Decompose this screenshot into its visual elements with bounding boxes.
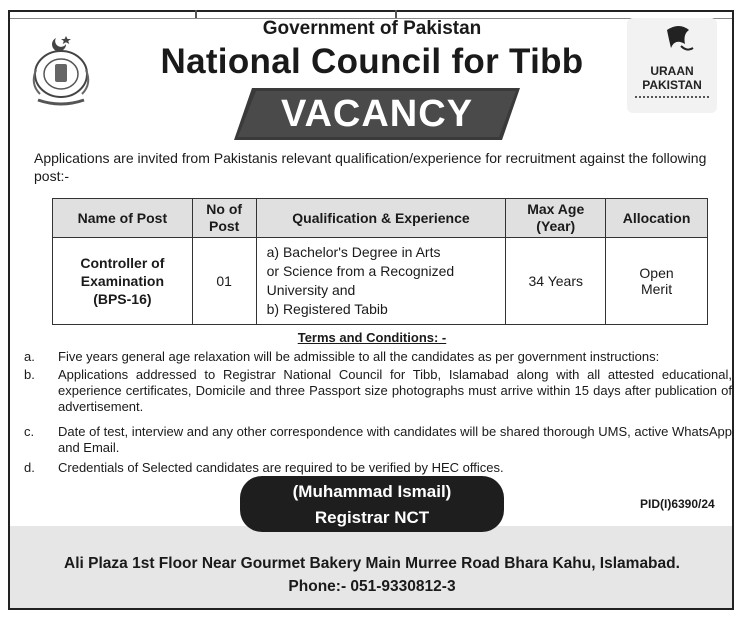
- max-age-cell: 34 Years: [506, 238, 606, 325]
- intro-paragraph: Applications are invited from Pakistanis relevant qualification/experience for recruitment against the following post:-: [34, 150, 707, 184]
- post-count-cell: 01: [192, 238, 256, 325]
- uraan-line-1: URAAN: [650, 64, 694, 78]
- vacancy-title: VACANCY: [280, 93, 474, 135]
- header-age: Max Age (Year): [506, 199, 606, 238]
- condition-item: b. Applications addressed to Registrar National Council for Tibb, Islamabad along with all attested educational, experience certificates, Domicile and three Passport size photographs must arrive within 15 days after publication of advertisement.: [24, 367, 732, 414]
- condition-item: c. Date of test, interview and any other correspondence with candidates will be shared thorough UMS, active WhatsApp and Email.: [24, 424, 732, 455]
- council-title: National Council for Tibb: [160, 42, 584, 81]
- header-allocation: Allocation: [606, 199, 708, 238]
- header-qualification: Qualification & Experience: [256, 199, 506, 238]
- qualification-cell: a) Bachelor's Degree in Arts or Science from a Recognized University and b) Registered Tabib: [256, 238, 506, 325]
- table-row: [53, 238, 708, 325]
- table-header-row: [53, 199, 708, 238]
- pid-number: PID(I)6390/24: [640, 497, 715, 511]
- post-name-cell: Controller of Examination (BPS-16): [53, 238, 193, 325]
- signatory-name: (Muhammad Ismail): [292, 482, 452, 501]
- header-post: Name of Post: [53, 199, 193, 238]
- condition-item: d. Credentials of Selected candidates are required to be verified by HEC offices.: [24, 460, 504, 475]
- phone-line: Phone:- 051-9330812-3: [288, 578, 456, 595]
- signatory-box: [240, 476, 504, 532]
- posts-table: [52, 198, 708, 325]
- condition-item: a. Five years general age relaxation will be admissible to all the candidates as per government instructions:: [24, 349, 660, 364]
- terms-heading: Terms and Conditions: -: [297, 330, 447, 345]
- allocation-cell: Open Merit: [606, 238, 708, 325]
- urdu-tagline: [635, 96, 709, 104]
- uraan-line-2: PAKISTAN: [642, 78, 702, 92]
- address-line: Ali Plaza 1st Floor Near Gourmet Bakery Main Murree Road Bhara Kahu, Islamabad.: [64, 555, 680, 572]
- header-count: No of Post: [192, 199, 256, 238]
- government-heading: Government of Pakistan: [262, 18, 482, 39]
- signatory-title: Registrar NCT: [314, 508, 430, 527]
